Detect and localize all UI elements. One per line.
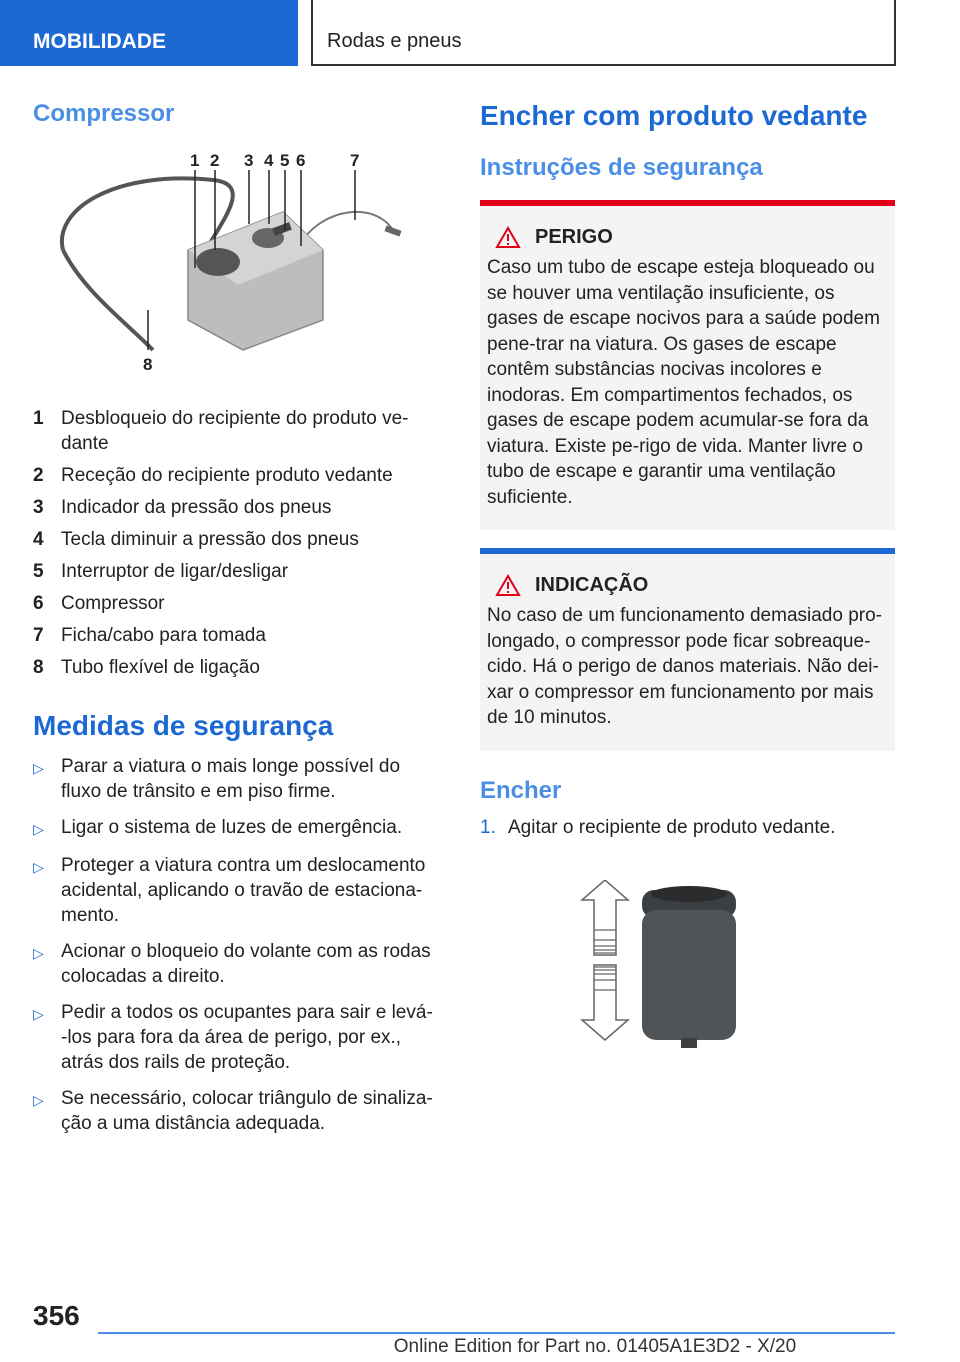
compressor-heading: Compressor bbox=[33, 100, 175, 127]
list-item: 2 Receção do recipiente produto vedante bbox=[33, 465, 393, 486]
list-item: ▷ Parar a viatura o mais longe possível do fluxo de trânsito e em piso firme. bbox=[33, 756, 401, 802]
danger-box bbox=[480, 200, 895, 530]
safety-instructions-heading: Instruções de segurança bbox=[480, 154, 763, 181]
callout-7: 7 bbox=[350, 151, 360, 170]
fill-heading: Encher bbox=[480, 776, 562, 804]
safety-measures-heading: Medidas de segurança bbox=[33, 710, 334, 741]
triangle-bullet-icon: ▷ bbox=[33, 945, 44, 961]
page-header bbox=[0, 0, 960, 66]
notice-text: No caso de um funcionamento demasiado pro-longado, o compressor pode ficar sobreaque-cido. Há o perigo de danos materiais. Não dei-xar o compressor em funcionamento por mais de 10 minutos. bbox=[487, 605, 883, 728]
warning-triangle-icon bbox=[495, 226, 521, 249]
fill-steps bbox=[480, 815, 895, 840]
compressor-parts-list bbox=[33, 406, 438, 680]
compressor-illustration bbox=[33, 150, 438, 390]
list-item: ▷ Pedir a todos os ocupantes para sair e levá--los para fora da área de perigo, por ex., atrás dos rails de proteção. bbox=[33, 1002, 433, 1073]
list-item: 3 Indicador da pressão dos pneus bbox=[33, 497, 332, 518]
list-item: ▷ Se necessário, colocar triângulo de sinaliza-ção a uma distância adequada. bbox=[33, 1088, 433, 1134]
warning-triangle-icon bbox=[495, 574, 521, 597]
notice-label: INDICAÇÃO bbox=[535, 574, 649, 596]
list-item: ▷ Proteger a viatura contra um deslocamento acidental, aplicando o travão de estaciona-mento. bbox=[33, 855, 426, 926]
notice-bar bbox=[480, 548, 895, 554]
triangle-bullet-icon: ▷ bbox=[33, 859, 44, 875]
list-item: 1 Desbloqueio do recipiente do produto ve- dante bbox=[33, 408, 409, 454]
section-label: MOBILIDADE bbox=[33, 30, 166, 53]
safety-measures-list bbox=[33, 754, 438, 1136]
callout-5: 5 bbox=[280, 151, 290, 170]
section-tab bbox=[0, 0, 298, 66]
notice-title bbox=[487, 574, 888, 597]
chapter-label: Rodas e pneus bbox=[327, 30, 462, 52]
triangle-bullet-icon: ▷ bbox=[33, 1092, 44, 1108]
left-column bbox=[33, 100, 438, 1147]
page-number: 356 bbox=[33, 1300, 80, 1331]
danger-bar bbox=[480, 200, 895, 206]
triangle-bullet-icon: ▷ bbox=[33, 760, 44, 776]
fill-sealant-heading: Encher com produto vedante bbox=[480, 100, 868, 131]
list-item: 8 Tubo flexível de ligação bbox=[33, 657, 260, 678]
footer-divider bbox=[98, 1332, 895, 1334]
list-item: 7 Ficha/cabo para tomada bbox=[33, 625, 266, 646]
callout-8: 8 bbox=[143, 355, 153, 374]
danger-label: PERIGO bbox=[535, 226, 613, 248]
edition-text: Online Edition for Part no. 01405A1E3D2 - X/20 bbox=[393, 1336, 797, 1357]
callout-4: 4 bbox=[264, 151, 274, 170]
shake-figure bbox=[480, 880, 895, 1060]
callout-6: 6 bbox=[296, 151, 306, 170]
list-item: ▷ Ligar o sistema de luzes de emergência. bbox=[33, 815, 438, 842]
callout-3: 3 bbox=[244, 151, 254, 170]
list-item: 4 Tecla diminuir a pressão dos pneus bbox=[33, 529, 359, 550]
notice-box bbox=[480, 548, 895, 751]
list-item: ▷ Acionar o bloqueio do volante com as rodas colocadas a direito. bbox=[33, 941, 431, 987]
list-item: 5 Interruptor de ligar/desligar bbox=[33, 561, 289, 582]
right-column bbox=[480, 100, 895, 1060]
list-item: 1. Agitar o recipiente de produto vedante. bbox=[480, 816, 836, 838]
callout-2: 2 bbox=[210, 151, 220, 170]
callout-1: 1 bbox=[190, 151, 200, 170]
shake-bottle-illustration bbox=[480, 880, 895, 1060]
list-item: 6 Compressor bbox=[33, 593, 165, 614]
danger-title bbox=[487, 226, 888, 249]
triangle-bullet-icon: ▷ bbox=[33, 821, 44, 837]
triangle-bullet-icon: ▷ bbox=[33, 1006, 44, 1022]
chapter-tab bbox=[311, 0, 896, 66]
compressor-figure bbox=[33, 150, 438, 390]
danger-text: Caso um tubo de escape esteja bloqueado ou se houver uma ventilação insuficiente, os gases de escape nocivos para a saúde podem pene-trar na viatura. Os gases de escape contêm substâncias nocivas incolores e inodoras. Em compartimentos fechados, os gases de escape podem acumular-se fora da viatura. Existe pe-rigo de vida. Manter livre o tubo de escape e garantir uma ventilação suficiente. bbox=[487, 257, 880, 508]
